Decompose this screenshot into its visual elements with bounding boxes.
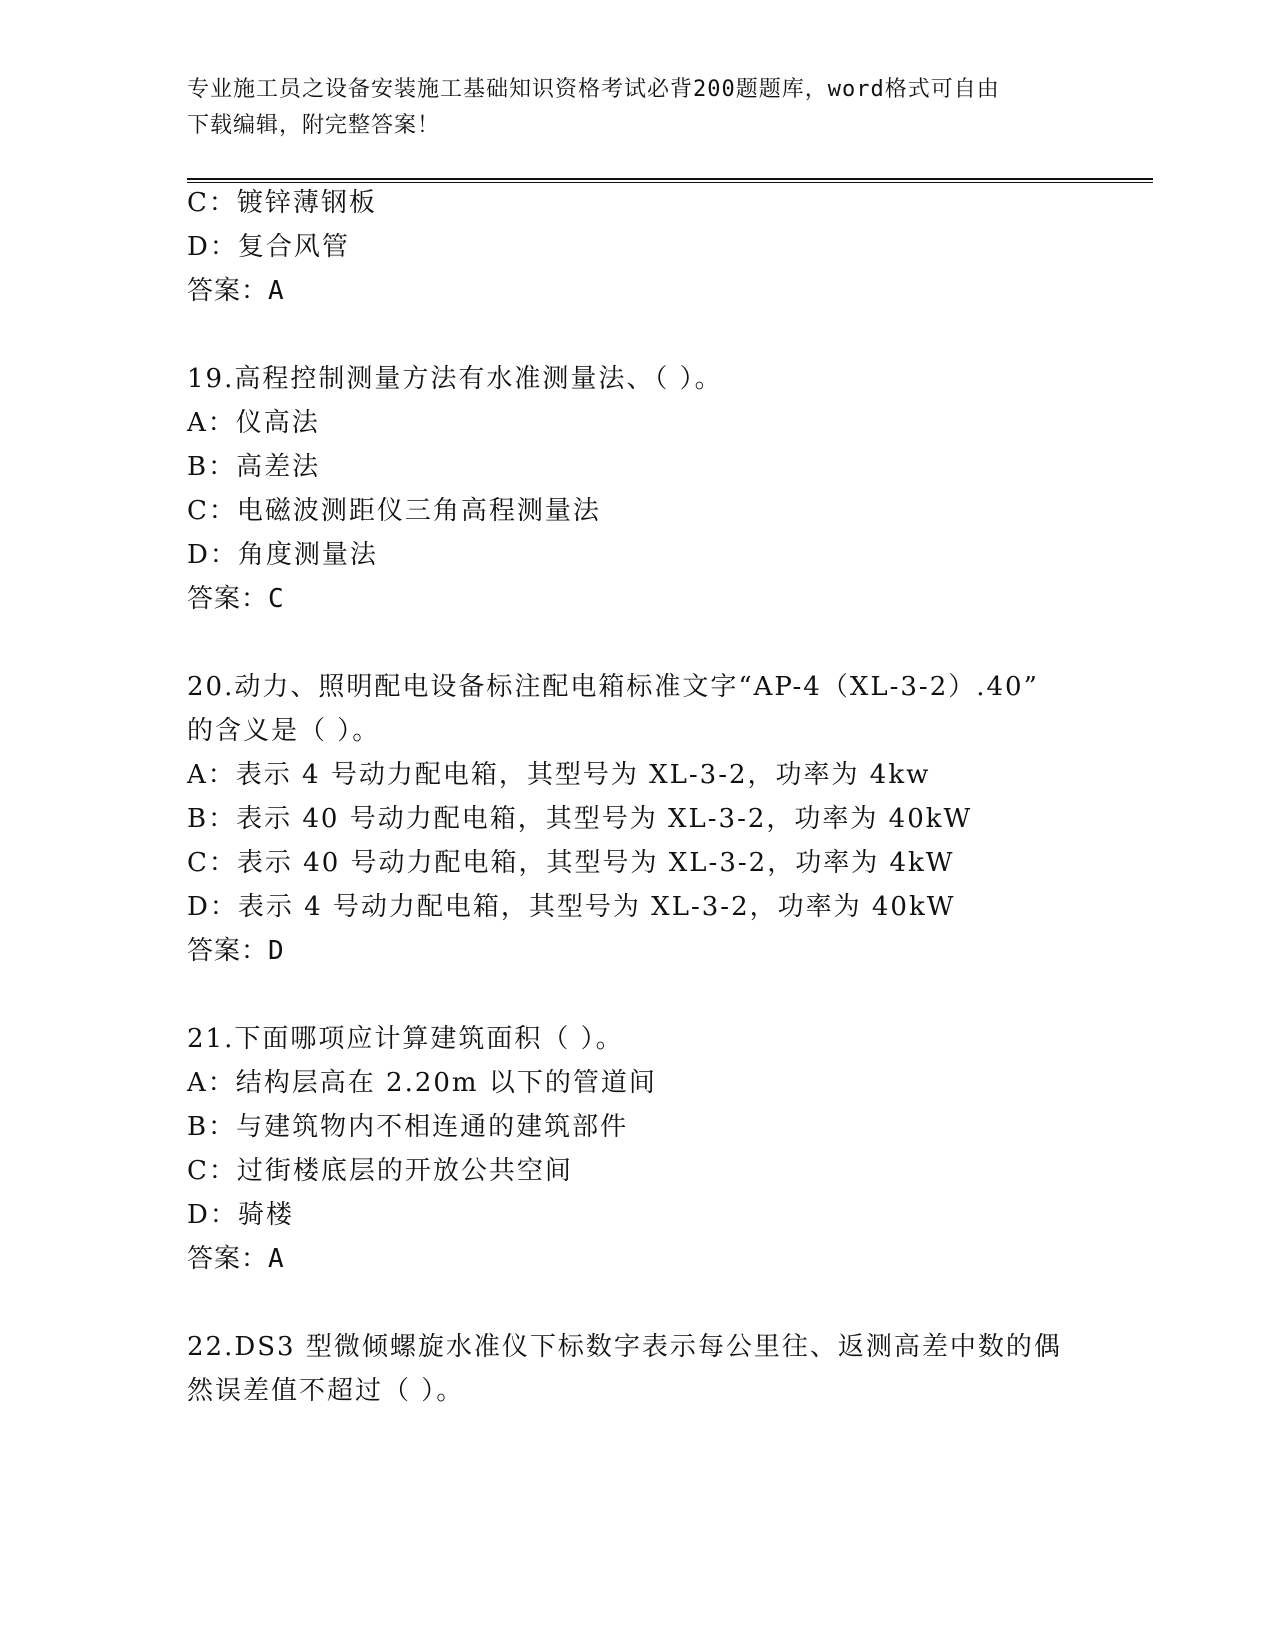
option-d: D：复合风管 xyxy=(187,232,350,262)
option-a: A：结构层高在 2.20m 以下的管道间 xyxy=(187,1068,657,1098)
option-d: D：表示 4 号动力配电箱，其型号为 XL-3-2，功率为 40kW xyxy=(187,892,956,922)
option-a: A：表示 4 号动力配电箱，其型号为 XL-3-2，功率为 4kw xyxy=(187,760,931,790)
question-stem: 的含义是（ ）。 xyxy=(187,716,381,746)
option-b: B：高差法 xyxy=(187,452,321,482)
option-c: C：过街楼底层的开放公共空间 xyxy=(187,1156,573,1186)
option-a: A：仪高法 xyxy=(187,408,320,438)
question-stem: 20.动力、照明配电设备标注配电箱标准文字“AP-4（XL-3-2）.40” xyxy=(187,672,1039,702)
question-stem: 19.高程控制测量方法有水准测量法、（ ）。 xyxy=(187,364,723,394)
header-divider xyxy=(187,178,1153,180)
option-b: B：表示 40 号动力配电箱，其型号为 XL-3-2，功率为 40kW xyxy=(187,804,973,834)
header-line: 下载编辑，附完整答案！ xyxy=(187,113,441,138)
answer: 答案：D xyxy=(187,936,285,966)
question-stem: 21.下面哪项应计算建筑面积（ ）。 xyxy=(187,1024,624,1054)
question-stem: 22.DS3 型微倾螺旋水准仪下标数字表示每公里往、返测高差中数的偶 xyxy=(187,1332,1062,1362)
option-c: C：表示 40 号动力配电箱，其型号为 XL-3-2，功率为 4kW xyxy=(187,848,955,878)
answer: 答案：A xyxy=(187,1244,285,1274)
answer: 答案：A xyxy=(187,276,285,306)
document-header xyxy=(187,72,1067,144)
option-c: C：电磁波测距仪三角高程测量法 xyxy=(187,496,601,526)
option-d: D：角度测量法 xyxy=(187,540,378,570)
question-stem: 然误差值不超过（ ）。 xyxy=(187,1376,465,1406)
header-line: 专业施工员之设备安装施工基础知识资格考试必背200题题库，word格式可自由 xyxy=(187,77,1000,102)
header-divider xyxy=(187,182,1153,183)
option-b: B：与建筑物内不相连通的建筑部件 xyxy=(187,1112,629,1142)
answer: 答案：C xyxy=(187,584,285,614)
option-c: C：镀锌薄钢板 xyxy=(187,188,377,218)
option-d: D：骑楼 xyxy=(187,1200,294,1230)
